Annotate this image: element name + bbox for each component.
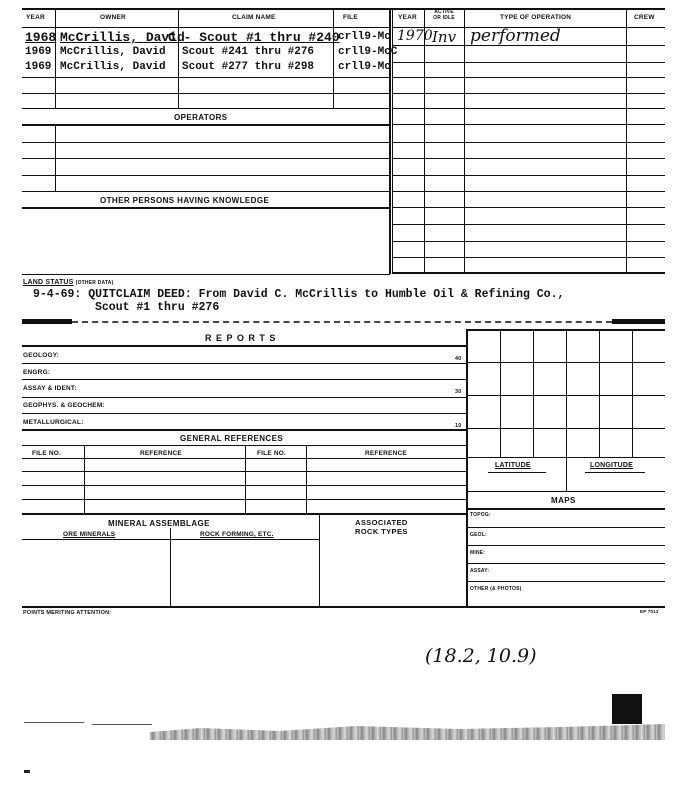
knowledge-label: OTHER PERSONS HAVING KNOWLEDGE (100, 196, 270, 205)
scan-artifact-block (612, 694, 642, 724)
report-label: GEOLOGY: (23, 352, 60, 359)
claim-year: 1968 (25, 30, 57, 45)
reports-title: R E P O R T S (205, 333, 277, 343)
claim-year: 1969 (25, 46, 52, 58)
col-header-owner: OWNER (100, 14, 126, 21)
maps-title: MAPS (551, 496, 576, 505)
maps-row-label: OTHER (& PHOTOS) (470, 586, 522, 592)
land-status-label (23, 279, 113, 286)
scan-artifact-band (150, 720, 665, 740)
claim-year: 1969 (25, 61, 52, 73)
claim-file: crll9-Mc (338, 31, 391, 43)
ref-col-reference-2: REFERENCE (365, 450, 407, 457)
claim-name: Scout #277 thru #298 (182, 61, 315, 73)
operators-label: OPERATORS (174, 113, 228, 122)
col-header-file: FILE (343, 14, 358, 21)
claim-file: crll9-Mc (338, 61, 391, 73)
ref-col-file-no-1: FILE NO. (32, 450, 62, 457)
ops-header-type: TYPE OF OPERATION (500, 14, 572, 21)
report-label: METALLURGICAL: (23, 419, 84, 426)
report-label: ASSAY & IDENT: (23, 385, 77, 392)
ops-handwritten-active: Inv (432, 28, 457, 46)
claim-name: C - Scout #1 thru #240 (168, 30, 340, 45)
claim-owner: McCrillis, David (60, 46, 166, 58)
ref-col-file-no-2: FILE NO. (257, 450, 287, 457)
report-num: 30 (455, 389, 462, 395)
mineral-assemblage-title: MINERAL ASSEMBLAGE (108, 519, 210, 528)
maps-row-label: MINE: (470, 550, 486, 556)
claim-file: crll9-McC (338, 46, 398, 58)
maps-row-label: TOPOG: (470, 512, 491, 518)
ops-header-crew: CREW (634, 14, 655, 21)
land-status-line-2: Scout #1 thru #276 (95, 301, 220, 314)
report-label: GEOPHYS. & GEOCHEM: (23, 402, 105, 409)
land-status-sublabel: (OTHER DATA) (75, 280, 114, 286)
ops-header-year: YEAR (398, 14, 417, 21)
col-header-year: YEAR (26, 14, 45, 21)
general-references-title: GENERAL REFERENCES (180, 434, 284, 443)
ore-minerals-label: ORE MINERALS (63, 531, 116, 538)
report-label: ENGRG: (23, 369, 51, 376)
claim-name: Scout #241 thru #276 (182, 46, 315, 58)
ops-handwritten-year: 1970 (397, 28, 433, 44)
land-status-line-1: 9-4-69: QUITCLAIM DEED: From David C. McCrillis to Humble Oil & Refining Co., (33, 288, 565, 301)
ref-col-reference-1: REFERENCE (140, 450, 182, 457)
claim-owner: McCrillis, David (60, 61, 166, 73)
rock-forming-label: ROCK FORMING, ETC. (200, 531, 274, 538)
land-status-title: LAND STATUS (23, 279, 74, 286)
form-number: EP 7013 (640, 609, 659, 614)
claim-owner: McCrillis, David (60, 30, 185, 45)
ops-header-active: ACTIVE OR IDLE (433, 9, 455, 21)
longitude-label: LONGITUDE (590, 462, 634, 469)
maps-row-label: ASSAY: (470, 568, 490, 574)
report-num: 40 (455, 356, 462, 362)
handwritten-coordinates: (18.2, 10.9) (425, 645, 537, 667)
latitude-label: LATITUDE (495, 462, 531, 469)
points-meriting-attention-label: POINTS MERITING ATTENTION: (23, 610, 112, 616)
col-header-claim-name: CLAIM NAME (232, 14, 276, 21)
associated-rock-types-label: ASSOCIATED ROCK TYPES (355, 518, 408, 536)
report-num: 10 (455, 423, 462, 429)
ops-handwritten-type: performed (470, 26, 561, 46)
maps-row-label: GEOL: (470, 532, 487, 538)
